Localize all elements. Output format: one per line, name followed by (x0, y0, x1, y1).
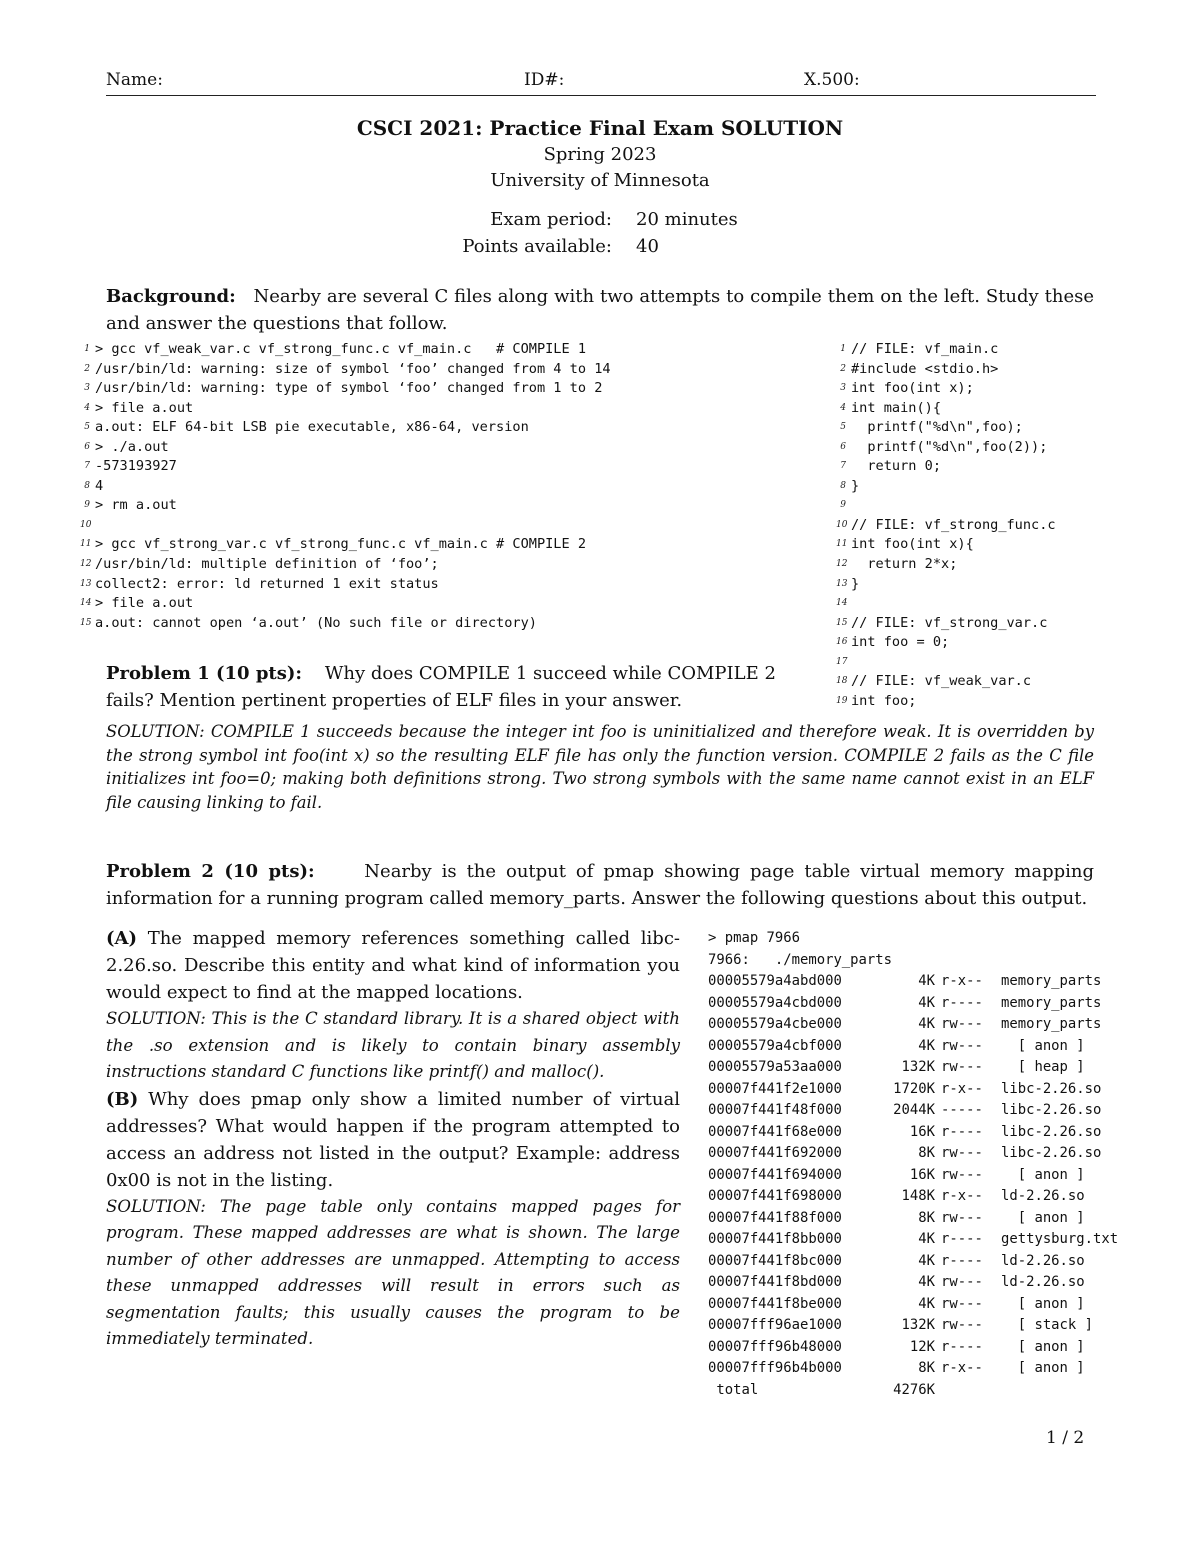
pmap-size: 148K (901, 1188, 935, 1204)
terminal-line (80, 399, 820, 419)
terminal-line (80, 614, 820, 634)
source-line (836, 399, 1136, 419)
code-text: 4 (95, 477, 104, 494)
pmap-size: 16K (909, 1123, 935, 1140)
line-number: 11 (80, 539, 92, 550)
part-a-text: The mapped memory references something called libc-2.26.so. Describe this entity and what kind of information you would expect to find at the mapped locations. (106, 928, 680, 1003)
source-line (836, 692, 1136, 712)
pmap-size: 4K (918, 1016, 935, 1032)
code-text: // FILE: vf_main.c (851, 341, 999, 357)
line-number: 9 (840, 500, 846, 511)
line-number: 2 (84, 363, 90, 374)
problem2-label: Problem 2 (10 pts): (106, 861, 315, 882)
code-text: > ./a.out (95, 438, 169, 455)
pmap-address: 00007f441f2e1000 (708, 1080, 842, 1097)
background-label: Background: (106, 286, 236, 307)
source-line (836, 633, 1136, 653)
line-number: 19 (836, 695, 848, 706)
terminal-line (80, 575, 820, 595)
pmap-mapping: [ anon ] (1001, 1360, 1085, 1376)
code-text: int foo; (851, 692, 917, 709)
pmap-row (708, 993, 1148, 1015)
pmap-permissions: rw--- (941, 1016, 983, 1032)
pmap-mapping: [ anon ] (1001, 1037, 1085, 1054)
pmap-row (708, 1165, 1148, 1187)
pmap-size: 8K (918, 1209, 935, 1226)
part-a-solution: SOLUTION: This is the C standard library. It is a shared object with the .so extension and is likely to contain binary assembly instructions standard C functions like printf() and malloc(). (106, 1009, 680, 1081)
pmap-mapping: ld-2.26.so (1001, 1188, 1085, 1204)
pmap-size: 132K (901, 1317, 935, 1333)
part-a-question (106, 925, 680, 1006)
line-number: 3 (84, 383, 90, 394)
pmap-address: 00005579a53aa000 (708, 1059, 842, 1075)
pmap-permissions: r-x-- (941, 1080, 983, 1097)
line-number: 9 (84, 500, 90, 511)
institution: University of Minnesota (490, 170, 710, 191)
pmap-permissions: r---- (941, 1338, 983, 1355)
pmap-row (708, 1143, 1148, 1165)
code-text: } (851, 477, 860, 494)
pmap-address: 00007f441f8be000 (708, 1295, 842, 1312)
pmap-address: 00007fff96b48000 (708, 1338, 842, 1355)
pmap-mapping: [ anon ] (1001, 1295, 1085, 1312)
background-text: Nearby are several C files along with two attempts to compile them on the left. Study these and answer the questions that follow. (106, 286, 1094, 334)
line-number: 1 (84, 344, 90, 354)
pmap-address: 00007f441f68e000 (708, 1123, 842, 1140)
pmap-listing (708, 928, 1148, 1401)
line-number: 17 (836, 656, 848, 667)
code-text: collect2: error: ld returned 1 exit status (95, 575, 439, 592)
pmap-permissions: rw--- (941, 1059, 983, 1075)
pmap-mapping: libc-2.26.so (1001, 1123, 1102, 1140)
code-text: int main(){ (851, 399, 942, 416)
pmap-permissions: rw--- (941, 1295, 983, 1312)
line-number: 3 (840, 383, 846, 394)
pmap-permissions: rw--- (941, 1274, 983, 1290)
line-number: 7 (840, 461, 846, 472)
problem1-text: Why does COMPILE 1 succeed while COMPILE 2 fails? Mention pertinent properties of ELF files in your answer. (106, 663, 776, 711)
pmap-size: 132K (901, 1059, 935, 1075)
code-text: a.out: cannot open ‘a.out’ (No such file or directory) (95, 614, 537, 631)
pmap-row (708, 1079, 1148, 1101)
pmap-size: 4K (918, 994, 935, 1011)
background-paragraph (106, 283, 1094, 337)
pmap-row (708, 1036, 1148, 1058)
part-b-question (106, 1086, 680, 1194)
pmap-address: 00007f441f48f000 (708, 1102, 842, 1118)
line-number: 13 (836, 578, 848, 589)
pmap-command: > pmap 7966 (708, 930, 800, 946)
pmap-mapping: memory_parts (1001, 973, 1102, 989)
code-text: // FILE: vf_strong_var.c (851, 614, 1048, 631)
source-line (836, 418, 1136, 438)
code-text: int foo(int x){ (851, 536, 974, 553)
pmap-size: 16K (909, 1166, 935, 1183)
code-text: > rm a.out (95, 497, 177, 514)
pmap-size: 4K (918, 1252, 935, 1269)
pmap-address: 00007f441f8bc000 (708, 1252, 842, 1269)
pmap-row (708, 1122, 1148, 1144)
source-line (836, 535, 1136, 555)
line-number: 5 (84, 422, 90, 433)
pmap-address: 00007f441f8bd000 (708, 1274, 842, 1290)
pmap-mapping: [ stack ] (1001, 1317, 1093, 1333)
line-number: 1 (840, 344, 846, 354)
problem2-text: Nearby is the output of pmap showing page table virtual memory mapping information for a running program called memory_parts. Answer the following questions about this output. (106, 861, 1094, 909)
pmap-total-value: 4276K (893, 1381, 935, 1398)
part-a-label: (A) (106, 928, 137, 949)
pmap-size: 4K (918, 1231, 935, 1247)
code-text: #include <stdio.h> (851, 360, 999, 377)
pmap-permissions: rw--- (941, 1209, 983, 1226)
source-line (836, 672, 1136, 692)
line-number: 12 (836, 559, 848, 570)
terminal-line (80, 496, 820, 516)
pmap-permissions: rw--- (941, 1037, 983, 1054)
pmap-permissions: r-x-- (941, 1188, 983, 1204)
pmap-row (708, 1337, 1148, 1359)
terminal-line (80, 438, 820, 458)
source-line (836, 477, 1136, 497)
code-text: int foo = 0; (851, 634, 950, 651)
problem1-solution: SOLUTION: COMPILE 1 succeeds because the integer int foo is uninitialized and therefore weak. It is overridden by the strong symbol int foo(int x) so the resulting ELF file has only the function version. COMPILE 2 fails as the C file initializes int foo=0; making both definitions strong. Two strong symbols with the same name cannot exist in an ELF file causing linking to fail. (106, 722, 1094, 812)
pmap-row (708, 1251, 1148, 1273)
code-text: // FILE: vf_strong_func.c (851, 516, 1056, 533)
line-number: 13 (80, 578, 92, 589)
source-line (836, 614, 1136, 634)
pmap-mapping: [ anon ] (1001, 1166, 1085, 1183)
pmap-size: 12K (909, 1338, 935, 1355)
pmap-row (708, 1315, 1148, 1337)
part-b-label: (B) (106, 1088, 139, 1110)
code-text: } (851, 575, 860, 592)
pmap-mapping: libc-2.26.so (1001, 1080, 1102, 1097)
pmap-mapping: [ heap ] (1001, 1059, 1085, 1075)
terminal-line (80, 555, 820, 575)
pmap-mapping: memory_parts (1001, 1016, 1102, 1032)
pmap-address: 00007f441f88f000 (708, 1209, 842, 1226)
line-number: 2 (840, 363, 846, 374)
pmap-permissions: r---- (941, 994, 983, 1011)
terminal-line (80, 418, 820, 438)
code-text: > file a.out (95, 399, 194, 416)
code-text: /usr/bin/ld: warning: size of symbol ‘foo’ changed from 4 to 14 (95, 360, 611, 377)
terminal-line (80, 594, 820, 614)
id-label: ID#: (524, 70, 565, 90)
term: Spring 2023 (543, 144, 657, 165)
source-listing (836, 340, 1136, 711)
pmap-row (708, 1014, 1148, 1036)
line-number: 8 (84, 480, 90, 491)
line-number: 14 (80, 598, 92, 609)
pmap-permissions: ----- (941, 1102, 983, 1118)
x500-label: X.500: (804, 70, 860, 90)
pmap-total-row (708, 1380, 1148, 1402)
points-value: 40 (636, 236, 659, 257)
line-number: 15 (836, 617, 848, 628)
pmap-row (708, 1208, 1148, 1230)
pmap-address: 00007fff96b4b000 (708, 1360, 842, 1376)
line-number: 6 (84, 441, 90, 452)
pmap-row (708, 1186, 1148, 1208)
pmap-row (708, 1229, 1148, 1251)
terminal-line (80, 457, 820, 477)
pmap-total-label: total (708, 1381, 759, 1398)
exam-period-value: 20 minutes (636, 209, 738, 230)
pmap-row (708, 1358, 1148, 1380)
line-number: 10 (836, 519, 848, 530)
pmap-permissions: rw--- (941, 1145, 983, 1161)
code-text: /usr/bin/ld: warning: type of symbol ‘foo’ changed from 1 to 2 (95, 380, 603, 397)
pmap-permissions: r---- (941, 1252, 983, 1269)
pmap-mapping: [ anon ] (1001, 1338, 1085, 1355)
source-line (836, 379, 1136, 399)
pmap-mapping: [ anon ] (1001, 1209, 1085, 1226)
pmap-size: 4K (918, 973, 935, 989)
code-text: int foo(int x); (851, 380, 974, 397)
pmap-row (708, 1272, 1148, 1294)
pmap-address: 00005579a4cbd000 (708, 994, 842, 1011)
pmap-size: 8K (918, 1360, 935, 1376)
line-number: 15 (80, 617, 92, 628)
terminal-line (80, 340, 820, 360)
terminal-line (80, 379, 820, 399)
page-number: 1 / 2 (1046, 1428, 1085, 1448)
line-number: 16 (836, 637, 848, 648)
pmap-address: 00007f441f694000 (708, 1166, 842, 1183)
pmap-size: 8K (918, 1145, 935, 1161)
source-line (836, 575, 1136, 595)
code-text: return 0; (851, 458, 942, 475)
page-title: CSCI 2021: Practice Final Exam SOLUTION (356, 116, 844, 140)
exam-period-label: Exam period: (490, 209, 612, 230)
terminal-line (80, 477, 820, 497)
line-number: 5 (840, 422, 846, 433)
line-number: 18 (836, 676, 848, 687)
pmap-mapping: gettysburg.txt (1001, 1231, 1119, 1247)
pmap-row (708, 1100, 1148, 1122)
terminal-listing (80, 340, 820, 633)
terminal-line (80, 516, 820, 536)
pmap-process: 7966: ./memory_parts (708, 951, 892, 968)
line-number: 4 (84, 402, 90, 413)
pmap-mapping: ld-2.26.so (1001, 1274, 1085, 1290)
code-text: > file a.out (95, 595, 194, 612)
pmap-address: 00007f441f698000 (708, 1188, 842, 1204)
pmap-mapping: libc-2.26.so (1001, 1145, 1102, 1161)
source-line (836, 360, 1136, 380)
header-rule (106, 95, 1096, 96)
pmap-mapping: libc-2.26.so (1001, 1102, 1102, 1118)
line-number: 8 (840, 480, 846, 491)
line-number: 14 (836, 598, 848, 609)
terminal-line (80, 360, 820, 380)
pmap-size: 4K (918, 1274, 935, 1290)
pmap-address: 00007fff96ae1000 (708, 1317, 842, 1333)
pmap-permissions: r-x-- (941, 1360, 983, 1376)
pmap-address: 00005579a4cbe000 (708, 1016, 842, 1032)
source-line (836, 457, 1136, 477)
code-text: return 2*x; (851, 556, 958, 573)
pmap-permissions: r---- (941, 1123, 983, 1140)
line-number: 10 (80, 519, 92, 530)
pmap-permissions: r---- (941, 1231, 983, 1247)
pmap-row (708, 971, 1148, 993)
code-text: printf("%d\n",foo); (851, 419, 1023, 436)
points-label: Points available: (462, 236, 612, 257)
pmap-mapping: ld-2.26.so (1001, 1252, 1085, 1269)
pmap-permissions: rw--- (941, 1166, 983, 1183)
code-text: > gcc vf_weak_var.c vf_strong_func.c vf_main.c # COMPILE 1 (95, 341, 587, 357)
pmap-row (708, 1294, 1148, 1316)
pmap-size: 2044K (893, 1102, 935, 1118)
pmap-mapping: memory_parts (1001, 994, 1102, 1011)
source-line (836, 516, 1136, 536)
source-line (836, 496, 1136, 516)
pmap-row (708, 1057, 1148, 1079)
pmap-size: 4K (918, 1295, 935, 1312)
source-line (836, 438, 1136, 458)
line-number: 4 (840, 402, 846, 413)
source-line (836, 594, 1136, 614)
pmap-address: 00005579a4abd000 (708, 973, 842, 989)
part-b-text: Why does pmap only show a limited number of virtual addresses? What would happen if the program attempted to access an address not listed in the output? Example: address 0x00 is not in the listing. (106, 1088, 680, 1191)
pmap-address: 00005579a4cbf000 (708, 1037, 842, 1054)
line-number: 6 (840, 441, 846, 452)
name-label: Name: (106, 70, 163, 90)
pmap-address: 00007f441f8bb000 (708, 1231, 842, 1247)
pmap-size: 4K (918, 1037, 935, 1054)
source-line (836, 340, 1136, 360)
part-b-solution: SOLUTION: The page table only contains mapped pages for program. These mapped addresses are what is shown. The large number of other addresses are unmapped. Attempting to access these unmapped addresses will result in errors such as segmentation faults; this usually causes the program to be immediately terminated. (106, 1196, 680, 1348)
problem1-label: Problem 1 (10 pts): (106, 663, 303, 684)
terminal-line (80, 535, 820, 555)
line-number: 11 (836, 539, 848, 550)
problem1-question (106, 660, 806, 714)
code-text: > gcc vf_strong_var.c vf_strong_func.c vf_main.c # COMPILE 2 (95, 536, 587, 553)
problem2-parts (106, 925, 680, 1353)
pmap-address: 00007f441f692000 (708, 1145, 842, 1161)
code-text: a.out: ELF 64-bit LSB pie executable, x86-64, version (95, 419, 529, 436)
line-number: 12 (80, 559, 92, 570)
source-line (836, 555, 1136, 575)
pmap-rows (708, 971, 1148, 1380)
pmap-permissions: r-x-- (941, 973, 983, 989)
pmap-permissions: rw--- (941, 1317, 983, 1333)
pmap-size: 1720K (893, 1080, 935, 1097)
line-number: 7 (84, 461, 90, 472)
code-text: -573193927 (95, 458, 177, 475)
code-text: printf("%d\n",foo(2)); (851, 438, 1048, 455)
source-line (836, 653, 1136, 673)
problem2-question (106, 858, 1094, 912)
code-text: // FILE: vf_weak_var.c (851, 673, 1032, 690)
code-text: /usr/bin/ld: multiple definition of ‘foo’; (95, 556, 439, 573)
